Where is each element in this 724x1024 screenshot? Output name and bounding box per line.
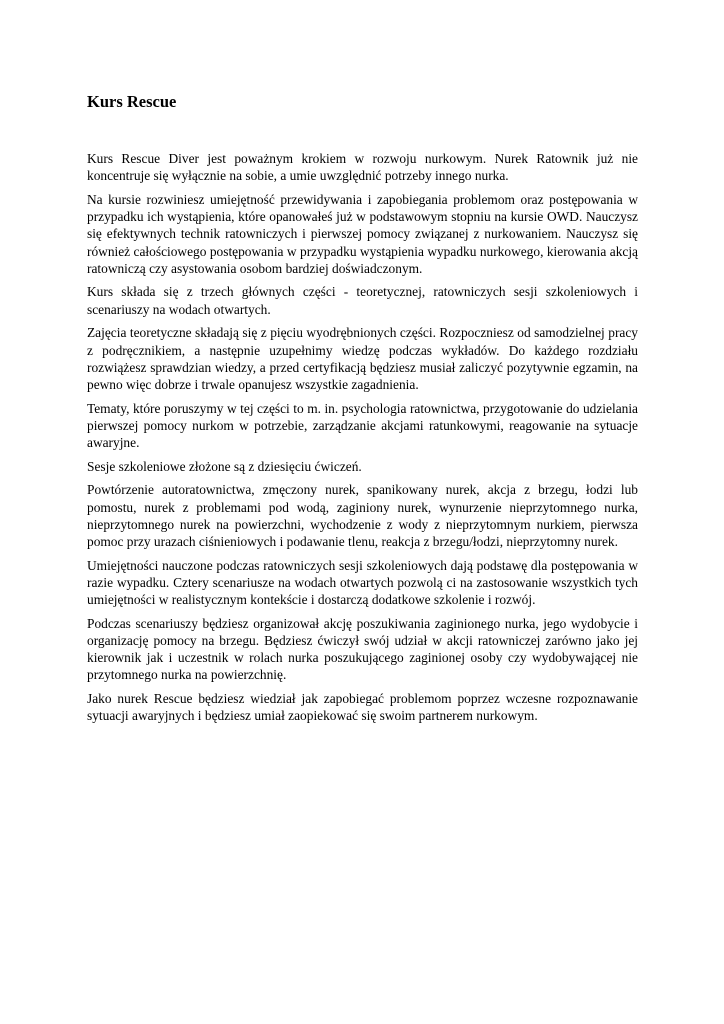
paragraph-theory: Zajęcia teoretyczne składają się z pięciu wyodrębnionych części. Rozpoczniesz od samodzielnej pracy z podręcznikiem, a następnie uzupełnimy wiedzę podczas wykładów. Do każdego rozdziału rozwiążesz sprawdzian wiedzy, a przed certyfikacją będziesz musiał zaliczyć pozytywnie egzamin, na pewno więc dobrze i trwale opanujesz wszystkie zagadnienia. bbox=[87, 325, 638, 392]
paragraph-scenarios: Umiejętności nauczone podczas ratowniczych sesji szkoleniowych dają podstawę dla postępowania w razie wypadku. Cztery scenariusze na wodach otwartych pozwolą ci na zastosowanie wszystkich tych umiejętności w realistycznym kontekście i dostarczą dodatkowe szkolenie i rozwój. bbox=[87, 557, 638, 608]
paragraph-scenario-details: Podczas scenariuszy będziesz organizował akcję poszukiwania zaginionego nurka, jego wydobycie i organizację pomocy na brzegu. Będziesz ćwiczył swój udział w akcji ratowniczej zarówno jako jej kierownik jak i uczestnik w rolach nurka poszukującego zaginionej osoby czy wydobywającej nie przytomnego nurka na powierzchnię. bbox=[87, 615, 638, 683]
paragraph-summary: Jako nurek Rescue będziesz wiedział jak zapobiegać problemom poprzez wczesne rozpoznawanie sytuacji awaryjnych i będziesz umiał zaopiekować się swoim partnerem nurkowym. bbox=[87, 691, 638, 724]
paragraph-sessions: Sesje szkoleniowe złożone są z dziesięciu ćwiczeń. bbox=[87, 458, 362, 474]
paragraph-skills: Na kursie rozwiniesz umiejętność przewidywania i zapobiegania problemom oraz postępowania w przypadku ich wystąpienia, które opanowałeś już w podstawowym stopniu na kursie OWD. Nauczysz się efektywnych technik ratowniczych i pierwszej pomocy związanej z nurkowaniem. Nauczysz się również całościowego postępowania w przypadku wystąpienia wypadku nurkowego, kierowania akcją ratowniczą czy asystowania osobom bardziej doświadczonym. bbox=[87, 191, 638, 276]
document-title: Kurs Rescue bbox=[87, 92, 177, 111]
paragraph-course-structure: Kurs składa się z trzech głównych części - teoretycznej, ratowniczych sesji szkoleniowych i scenariuszy na wodach otwartych. bbox=[87, 284, 638, 317]
paragraph-exercises: Powtórzenie autoratownictwa, zmęczony nurek, spanikowany nurek, akcja z brzegu, łodzi lub pomostu, nurek z problemami pod wodą, zaginiony nurek, wynurzenie nieprzytomnego nurka, nieprzytomnego nurek na powierzchni, wychodzenie z wody z nieprzytomnym nurkiem, pierwsza pomoc przy urazach ciśnieniowych i podawanie tlenu, reakcja z brzegu/łodzi, nieprzytomny nurek. bbox=[87, 482, 638, 550]
paragraph-topics: Tematy, które poruszymy w tej części to m. in. psychologia ratownictwa, przygotowanie do udzielania pierwszej pomocy nurkom w potrzebie, zarządzanie akcjami ratunkowymi, reagowanie na sytuacje awaryjne. bbox=[87, 400, 638, 451]
paragraph-intro: Kurs Rescue Diver jest poważnym krokiem w rozwoju nurkowym. Nurek Ratownik już nie koncentruje się wyłącznie na sobie, a umie uwzględnić potrzeby innego nurka. bbox=[87, 151, 638, 184]
